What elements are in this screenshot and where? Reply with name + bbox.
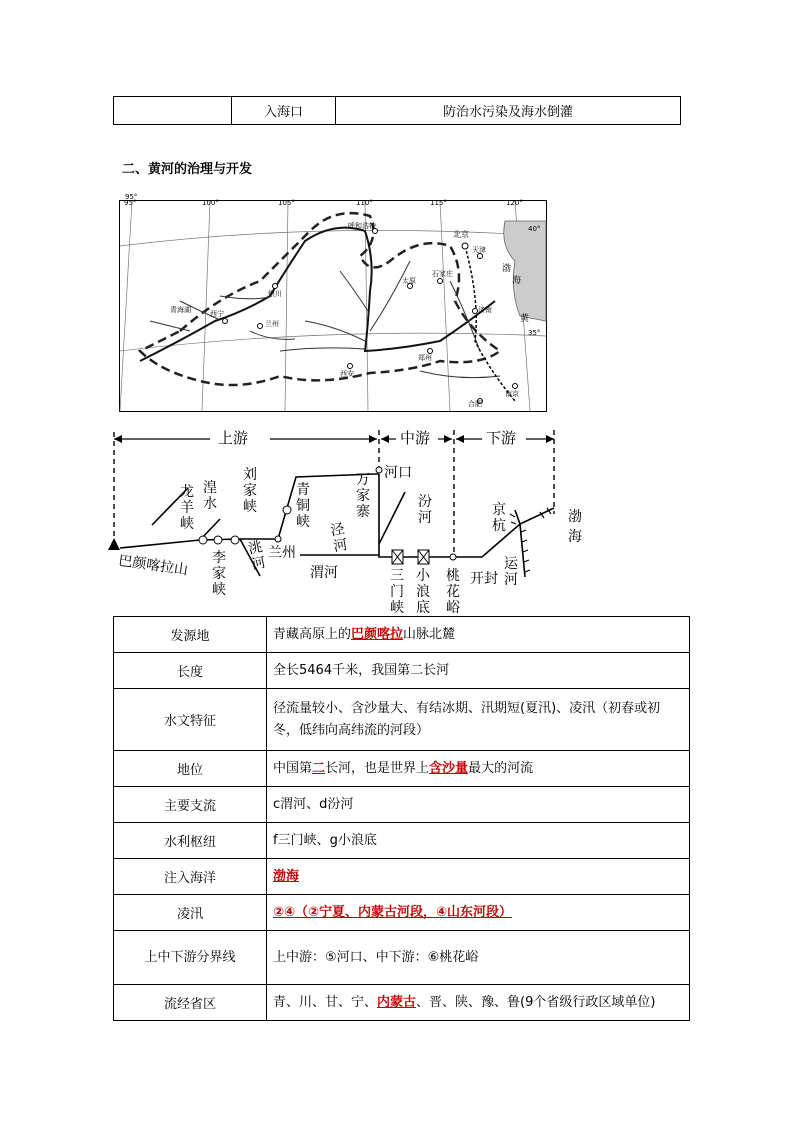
label-bohai: 渤海 [568, 509, 582, 545]
yellow-river-info-table [113, 616, 690, 1021]
row-label: 发源地 [114, 617, 267, 653]
row-label: 长度 [114, 653, 267, 689]
map-label-qinghai-lake: 青海湖 [170, 306, 191, 314]
table-row [114, 931, 690, 985]
top-cell-3: 防治水污染及海水倒灌 [336, 97, 681, 125]
value-text: 径流量较小、含沙量大、有结冰期、汛期短(夏汛)、凌汛（初春或初冬，低纬向高纬流的河段） [273, 700, 661, 738]
highlighted-text: 内蒙古 [377, 994, 417, 1010]
label-weihe: 渭河 [310, 565, 338, 581]
value-text: 山脉北麓 [403, 626, 456, 642]
reach-middle-label: 中游 [400, 429, 431, 447]
label-bayan-har: 巴颜喀拉山 [117, 552, 189, 579]
lat-label-40: 40° [528, 225, 541, 233]
value-text: 青、川、甘、宁、 [273, 994, 378, 1010]
row-value [267, 895, 690, 931]
label-fenhe: 汾河 [418, 494, 432, 526]
map-label-xian: 西安 [340, 370, 354, 378]
row-label: 水文特征 [114, 689, 267, 751]
label-huangshui: 湟水 [203, 480, 217, 512]
label-qingtong-gorge: 青铜峡 [296, 482, 310, 530]
river-schematic [100, 422, 582, 618]
row-label: 凌汛 [114, 895, 267, 931]
value-text: 长河，也是世界上 [325, 760, 430, 776]
table-row [114, 751, 690, 787]
table-row [114, 859, 690, 895]
highlighted-text: ②④（②宁夏、内蒙古河段，④山东河段） [273, 904, 513, 920]
label-taohuayu: 桃花峪 [446, 568, 460, 616]
value-text: 最大的河流 [468, 760, 534, 776]
label-jinghang: 京杭 [492, 502, 506, 534]
map-label-tianjin: 天津 [472, 246, 486, 254]
label-wanjiazhai: 万家寨 [356, 472, 370, 520]
row-label: 水利枢纽 [114, 823, 267, 859]
row-value [267, 751, 690, 787]
row-value [267, 931, 690, 985]
row-value [267, 653, 690, 689]
table-row [114, 895, 690, 931]
row-label: 注入海洋 [114, 859, 267, 895]
top-cell-1 [114, 97, 232, 125]
row-value [267, 787, 690, 823]
label-xiaolangdi: 小浪底 [416, 568, 430, 616]
row-value [267, 823, 690, 859]
value-text: 中国第 [273, 760, 313, 776]
top-table [113, 96, 681, 125]
label-lanzhou: 兰州 [268, 545, 296, 561]
lon-label: 95° [125, 193, 138, 201]
row-value [267, 859, 690, 895]
map-label-hefei: 合肥 [468, 400, 482, 408]
map-label-hohhot: 呼和浩特 [348, 222, 376, 230]
table-row [114, 787, 690, 823]
table-row [114, 985, 690, 1021]
table-row [114, 617, 690, 653]
value-text: 上中游：⑤河口、中下游：⑥桃花峪 [273, 949, 479, 965]
row-value [267, 617, 690, 653]
lon-label-100: 100° [202, 199, 219, 207]
value-text: 全长5464千米，我国第二长河 [273, 662, 450, 678]
map-label-taiyuan: 太原 [402, 277, 416, 285]
label-liujia-gorge: 刘家峡 [243, 467, 257, 515]
table-row [114, 653, 690, 689]
lon-label-95: 95° [124, 199, 137, 207]
lat-label-35: 35° [528, 329, 541, 337]
map-label-hai: 海 [512, 276, 522, 286]
value-text: f三门峡、g小浪底 [273, 832, 377, 848]
map-label-nanjing: 南京 [505, 390, 519, 398]
reach-lower-label: 下游 [486, 429, 517, 447]
map-label-xining: 西宁 [210, 310, 224, 318]
row-label: 主要支流 [114, 787, 267, 823]
label-taohe: 洮河 [246, 538, 268, 574]
highlighted-text: 含沙量 [429, 760, 469, 776]
top-cell-2: 入海口 [232, 97, 336, 125]
label-kaifeng: 开封 [470, 571, 498, 587]
map-label-shijiazhuang: 石家庄 [432, 270, 453, 278]
section-title: 二、黄河的治理与开发 [122, 162, 253, 177]
table-row [114, 823, 690, 859]
highlighted-text: 二 [312, 760, 326, 776]
label-lijia-gorge: 李家峡 [212, 550, 226, 598]
lon-label-105: 105° [278, 199, 295, 207]
map-label-yinchuan: 银川 [268, 290, 282, 298]
reach-upper-label: 上游 [215, 427, 251, 448]
label-longyang-gorge: 龙羊峡 [180, 484, 194, 532]
label-sanmenxia: 三门峡 [390, 568, 404, 616]
value-text: c渭河、d汾河 [273, 796, 354, 812]
row-value [267, 689, 690, 751]
highlighted-text: 巴颜喀拉 [351, 626, 404, 642]
label-jinghe: 泾河 [329, 521, 349, 556]
row-label: 上中下游分界线 [114, 931, 267, 985]
row-label: 流经省区 [114, 985, 267, 1021]
row-value [267, 985, 690, 1021]
table-row [114, 689, 690, 751]
lon-label-120: 120° [506, 199, 523, 207]
yellow-river-map [119, 193, 547, 412]
label-hekou: 河口 [384, 465, 412, 481]
label-grand-canal: 运河 [504, 556, 518, 588]
value-text: 青藏高原上的 [273, 626, 352, 642]
highlighted-text: 渤海 [273, 868, 300, 884]
map-label-lanzhou: 兰州 [265, 320, 279, 328]
map-label-huang: 黄 [520, 314, 530, 324]
value-text: 、晋、陕、豫、鲁(9个省级行政区域单位) [416, 994, 656, 1010]
map-label-zhengzhou: 郑州 [418, 354, 432, 362]
row-label: 地位 [114, 751, 267, 787]
map-label-jinan: 济南 [478, 306, 492, 314]
map-label-bo: 渤 [502, 264, 512, 274]
lon-label-110: 110° [356, 199, 373, 207]
lon-label-115: 115° [430, 199, 447, 207]
map-label-beijing: 北京 [453, 230, 469, 239]
